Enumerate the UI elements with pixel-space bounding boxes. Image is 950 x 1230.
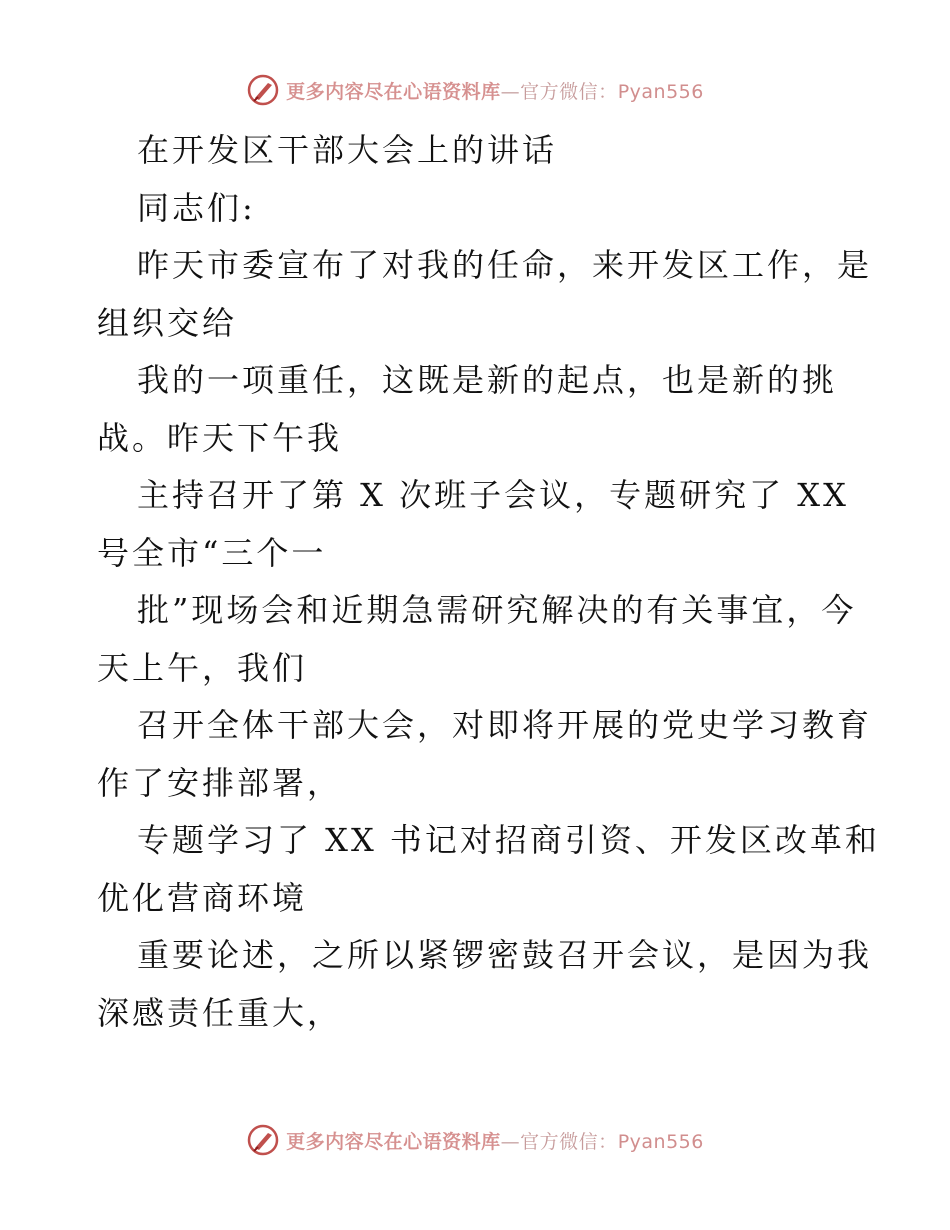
header-watermark bbox=[0, 70, 950, 110]
watermark-separator: — bbox=[500, 80, 521, 103]
text-line: 主持召开了第 X 次班子会议，专题研究了 XX bbox=[137, 476, 849, 514]
footer-watermark bbox=[0, 1120, 950, 1160]
text-line: 深感责任重大， bbox=[97, 993, 343, 1032]
watermark-separator: — bbox=[500, 1130, 521, 1153]
quill-seal-icon bbox=[246, 73, 280, 107]
watermark-label: 官方微信： bbox=[520, 80, 618, 103]
text-line: 天上午，我们 bbox=[97, 648, 308, 687]
salutation: 同志们: bbox=[137, 188, 256, 227]
text-line: 优化营商环境 bbox=[97, 878, 308, 917]
watermark-brand: 更多内容尽在心语资料库 bbox=[286, 1130, 501, 1153]
watermark-text bbox=[286, 1127, 704, 1154]
document-title: 在开发区干部大会上的讲话 bbox=[137, 131, 558, 169]
text-line: 重要论述，之所以紧锣密鼓召开会议，是因为我 bbox=[137, 936, 873, 974]
watermark-brand: 更多内容尽在心语资料库 bbox=[286, 80, 501, 103]
text-line: 组织交给 bbox=[97, 303, 238, 342]
watermark-id: Pyan556 bbox=[617, 80, 704, 103]
text-line: 战。昨天下午我 bbox=[97, 418, 343, 457]
watermark-text bbox=[286, 77, 704, 104]
quill-seal-icon bbox=[246, 1123, 280, 1157]
watermark-label: 官方微信： bbox=[520, 1130, 618, 1153]
text-line: 作了安排部署， bbox=[97, 763, 343, 802]
text-line: 号全市“三个一 bbox=[97, 533, 327, 572]
text-line: 召开全体干部大会，对即将开展的党史学习教育 bbox=[137, 706, 873, 744]
watermark-id: Pyan556 bbox=[617, 1130, 704, 1153]
text-line: 批”现场会和近期急需研究解决的有关事宜，今 bbox=[137, 591, 857, 629]
text-line: 昨天市委宣布了对我的任命，来开发区工作，是 bbox=[137, 246, 873, 284]
text-line: 我的一项重任，这既是新的起点，也是新的挑 bbox=[137, 361, 838, 399]
document-body bbox=[97, 122, 880, 1042]
text-line: 专题学习了 XX 书记对招商引资、开发区改革和 bbox=[137, 821, 880, 859]
